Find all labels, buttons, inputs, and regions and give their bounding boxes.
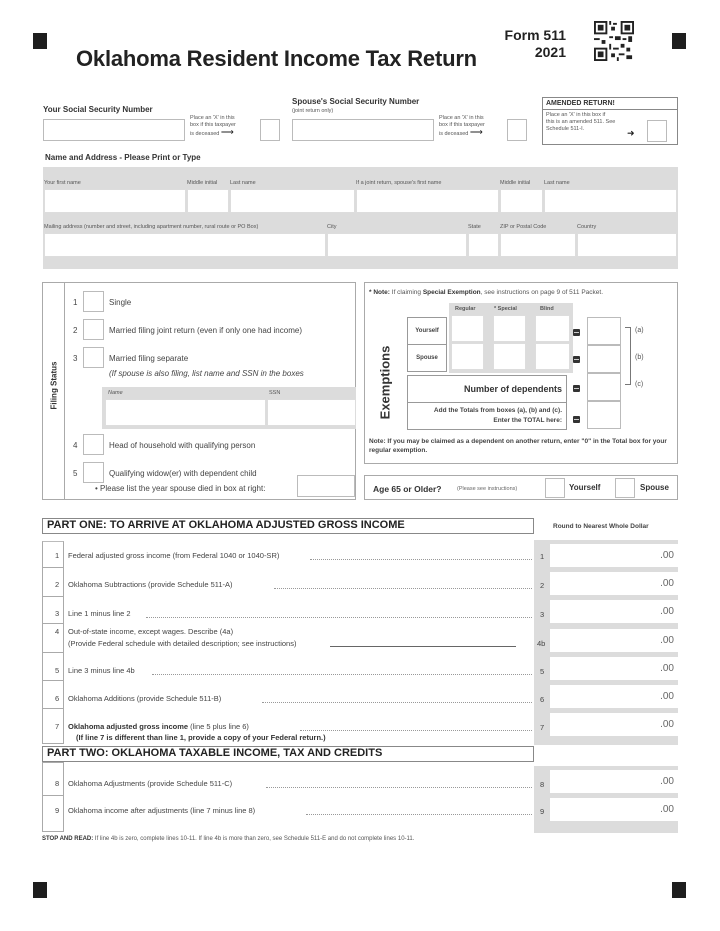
row-divider bbox=[42, 708, 64, 709]
arrow-right-icon: ⟶ bbox=[469, 127, 483, 137]
filing-status-label: Filing Status bbox=[49, 361, 59, 410]
total-b-input[interactable] bbox=[587, 345, 621, 373]
line-1-box-num: 1 bbox=[540, 552, 545, 561]
row-spouse: Spouse bbox=[407, 344, 447, 372]
amended-checkbox[interactable] bbox=[647, 120, 667, 142]
fs-label-mfs: Married filing separate bbox=[109, 354, 189, 363]
line-4b-box-num: 4b bbox=[537, 639, 546, 648]
mfs-spouse-ssn-input[interactable] bbox=[267, 399, 356, 426]
spouse-last-name-label: Last name bbox=[544, 180, 570, 186]
age65-spouse-checkbox[interactable] bbox=[615, 478, 635, 498]
fs-widow-note: • Please list the year spouse died in box at right: bbox=[95, 484, 266, 493]
year-spouse-died-input[interactable] bbox=[297, 475, 355, 497]
state-input[interactable] bbox=[468, 233, 499, 257]
row-divider bbox=[42, 680, 64, 681]
age65-sublabel: (Please see instructions) bbox=[457, 486, 518, 492]
part-one-num-column bbox=[42, 541, 64, 744]
spouse-first-name-label: If a joint return, spouse's first name bbox=[356, 180, 442, 186]
row-divider bbox=[42, 596, 64, 597]
mfs-spouse-panel bbox=[102, 387, 356, 429]
line-4a-description-input[interactable] bbox=[330, 646, 516, 647]
name-address-heading: Name and Address - Please Print or Type bbox=[45, 153, 201, 162]
leader-dots bbox=[274, 588, 532, 589]
equals-icon bbox=[573, 329, 580, 336]
equals-icon bbox=[573, 385, 580, 392]
yourself-special-input[interactable] bbox=[493, 315, 526, 342]
fs-num-2: 2 bbox=[73, 326, 78, 335]
age65-spouse-label: Spouse bbox=[640, 483, 669, 492]
line-6-num: 6 bbox=[55, 694, 60, 703]
line-7-box-num: 7 bbox=[540, 723, 545, 732]
fs-label-widow: Qualifying widow(er) with dependent child bbox=[109, 469, 257, 478]
arrow-right-icon: ⟶ bbox=[220, 127, 234, 137]
line-2-num: 2 bbox=[55, 580, 60, 589]
line-4-text2: (Provide Federal schedule with detailed description; see instructions) bbox=[68, 639, 297, 648]
line-1-text: Federal adjusted gross income (from Federal 1040 or 1040-SR) bbox=[68, 551, 280, 560]
fs-checkbox-single[interactable] bbox=[83, 291, 104, 312]
exemptions-label: Exemptions bbox=[377, 345, 393, 420]
line-3-text: Line 1 minus line 2 bbox=[68, 609, 131, 618]
line-3-amount-input[interactable]: .00 bbox=[550, 600, 678, 623]
bracket-c: (c) bbox=[635, 381, 644, 388]
mailing-address-label: Mailing address (number and street, including apartment number, rural route or PO Box) bbox=[44, 224, 259, 230]
total-c-input[interactable] bbox=[587, 373, 621, 401]
last-name-label: Last name bbox=[230, 180, 256, 186]
stop-and-read-note: STOP AND READ: If line 4b is zero, complete lines 10-11. If line 4b is more than zero, see Schedule 511-E and do not complete lines 10-11. bbox=[42, 836, 415, 842]
country-input[interactable] bbox=[577, 233, 677, 257]
line-5-box-num: 5 bbox=[540, 667, 545, 676]
equals-icon bbox=[573, 416, 580, 423]
city-label: City bbox=[327, 224, 337, 230]
line-7-amount-input[interactable]: .00 bbox=[550, 713, 678, 736]
bracket-line bbox=[625, 327, 631, 385]
line-2-box-num: 2 bbox=[540, 581, 545, 590]
bracket-b: (b) bbox=[635, 354, 644, 361]
age65-yourself-label: Yourself bbox=[569, 483, 601, 492]
line-8-num: 8 bbox=[55, 779, 60, 788]
line-4b-amount-input[interactable]: .00 bbox=[550, 629, 678, 652]
bracket-a: (a) bbox=[635, 327, 644, 334]
middle-initial-label: Middle initial bbox=[187, 180, 218, 186]
leader-dots bbox=[152, 674, 532, 675]
spouse-last-name-input[interactable] bbox=[544, 189, 677, 213]
registration-mark-bottom-left bbox=[33, 882, 47, 898]
line-8-amount-input[interactable]: .00 bbox=[550, 770, 678, 793]
line-6-box-num: 6 bbox=[540, 695, 545, 704]
form-number-block bbox=[492, 27, 566, 61]
leader-dots bbox=[262, 702, 532, 703]
spouse-ssn-input[interactable] bbox=[292, 119, 434, 141]
spouse-blind-input[interactable] bbox=[535, 343, 570, 370]
spouse-ssn-label: Spouse's Social Security Number bbox=[292, 97, 420, 106]
mailing-address-input[interactable] bbox=[44, 233, 326, 257]
yourself-regular-input[interactable] bbox=[451, 315, 484, 342]
fs-checkbox-widow[interactable] bbox=[83, 462, 104, 483]
fs-label-mfj: Married filing joint return (even if only one had income) bbox=[109, 326, 302, 335]
country-label: Country bbox=[577, 224, 597, 230]
form-number: Form 511 bbox=[504, 27, 566, 43]
mfs-name-label: Name bbox=[108, 390, 123, 396]
fs-checkbox-mfj[interactable] bbox=[83, 319, 104, 340]
line-8-text: Oklahoma Adjustments (provide Schedule 511-C) bbox=[68, 779, 233, 788]
total-a-input[interactable] bbox=[587, 317, 621, 345]
line-3-num: 3 bbox=[55, 609, 60, 618]
leader-dots bbox=[310, 559, 532, 560]
row-divider bbox=[42, 795, 64, 796]
line-5-amount-input[interactable]: .00 bbox=[550, 657, 678, 680]
form-year: 2021 bbox=[534, 44, 566, 60]
registration-mark-top-right bbox=[672, 33, 686, 49]
line-2-text: Oklahoma Subtractions (provide Schedule 511-A) bbox=[68, 580, 233, 589]
equals-icon bbox=[573, 356, 580, 363]
spouse-first-name-input[interactable] bbox=[356, 189, 499, 213]
total-exemptions-input[interactable] bbox=[587, 401, 621, 429]
dependent-note: Note: If you may be claimed as a dependent on another return, enter "0" in the Total box for your regular exemption. bbox=[369, 438, 667, 454]
line-4-num: 4 bbox=[55, 627, 60, 636]
state-label: State bbox=[468, 224, 481, 230]
fs-mfs-note: (If spouse is also filing, list name and SSN in the boxes bbox=[109, 369, 304, 378]
line-9-num: 9 bbox=[55, 806, 60, 815]
fs-num-1: 1 bbox=[73, 298, 78, 307]
your-deceased-note: Place an 'X' in this box if this taxpayer is deceased ⟶ bbox=[190, 115, 236, 137]
line-7-num: 7 bbox=[55, 722, 60, 731]
first-name-label: Your first name bbox=[44, 180, 81, 186]
fs-num-4: 4 bbox=[73, 441, 78, 450]
registration-mark-top-left bbox=[33, 33, 47, 49]
spouse-middle-initial-label: Middle initial bbox=[500, 180, 531, 186]
dependents-label: Number of dependents bbox=[407, 375, 567, 403]
line-7-text: Oklahoma adjusted gross income (line 5 plus line 6) bbox=[68, 722, 249, 731]
yourself-blind-input[interactable] bbox=[535, 315, 570, 342]
line-7-note: (If line 7 is different than line 1, provide a copy of your Federal return.) bbox=[76, 733, 326, 742]
row-divider bbox=[42, 567, 64, 568]
line-2-amount-input[interactable]: .00 bbox=[550, 572, 678, 595]
spouse-regular-input[interactable] bbox=[451, 343, 484, 370]
city-input[interactable] bbox=[327, 233, 467, 257]
exemptions-note: * Note: If claiming Special Exemption, see instructions on page 9 of 511 Packet. bbox=[369, 289, 604, 296]
mfs-ssn-label: SSN bbox=[269, 390, 281, 396]
line-1-amount-input[interactable]: .00 bbox=[550, 544, 678, 567]
spouse-deceased-checkbox[interactable] bbox=[507, 119, 527, 141]
col-regular: Regular bbox=[455, 306, 476, 312]
amended-note: Place an 'X' in this box if this is an amended 511. See Schedule 511-I. bbox=[546, 112, 616, 132]
filing-status-side bbox=[43, 283, 65, 499]
mfs-spouse-name-input[interactable] bbox=[105, 399, 266, 426]
your-ssn-input[interactable] bbox=[43, 119, 185, 141]
leader-dots bbox=[146, 617, 532, 618]
line-9-text: Oklahoma income after adjustments (line 7 minus line 8) bbox=[68, 806, 256, 815]
amended-return-box bbox=[542, 97, 678, 145]
first-name-input[interactable] bbox=[44, 189, 186, 213]
line-3-box-num: 3 bbox=[540, 610, 545, 619]
line-8-box-num: 8 bbox=[540, 780, 545, 789]
spouse-special-input[interactable] bbox=[493, 343, 526, 370]
fs-checkbox-hoh[interactable] bbox=[83, 434, 104, 455]
qr-code-icon bbox=[594, 20, 634, 62]
page-title: Oklahoma Resident Income Tax Return bbox=[76, 46, 477, 71]
exemptions-grid bbox=[449, 303, 573, 373]
spouse-middle-initial-input[interactable] bbox=[500, 189, 543, 213]
part-two-num-column bbox=[42, 762, 64, 832]
total-label: Add the Totals from boxes (a), (b) and (c). Enter the TOTAL here: bbox=[407, 402, 567, 430]
middle-initial-input[interactable] bbox=[187, 189, 229, 213]
line-4-text: Out-of-state income, except wages. Describe (4a) bbox=[68, 627, 234, 636]
zip-label: ZIP or Postal Code bbox=[500, 224, 547, 230]
fs-num-3: 3 bbox=[73, 354, 78, 363]
your-deceased-checkbox[interactable] bbox=[260, 119, 280, 141]
part-two-heading: PART TWO: OKLAHOMA TAXABLE INCOME, TAX AND CREDITS bbox=[42, 746, 534, 762]
zip-input[interactable] bbox=[500, 233, 576, 257]
line-9-amount-input[interactable]: .00 bbox=[550, 798, 678, 821]
row-divider bbox=[42, 652, 64, 653]
fs-num-5: 5 bbox=[73, 469, 78, 478]
leader-dots bbox=[306, 814, 532, 815]
age65-section bbox=[364, 475, 678, 500]
line-6-text: Oklahoma Additions (provide Schedule 511-B) bbox=[68, 694, 222, 703]
registration-mark-bottom-right bbox=[672, 882, 686, 898]
col-blind: Blind bbox=[540, 306, 554, 312]
col-special: * Special bbox=[494, 306, 517, 312]
spouse-ssn-sublabel: (joint return only) bbox=[292, 108, 334, 114]
leader-dots bbox=[266, 787, 532, 788]
age65-label: Age 65 or Older? bbox=[373, 484, 442, 494]
line-9-box-num: 9 bbox=[540, 807, 545, 816]
row-yourself: Yourself bbox=[407, 317, 447, 345]
exemptions-section bbox=[364, 282, 678, 464]
line-5-num: 5 bbox=[55, 666, 60, 675]
age65-yourself-checkbox[interactable] bbox=[545, 478, 565, 498]
last-name-input[interactable] bbox=[230, 189, 355, 213]
fs-label-single: Single bbox=[109, 298, 132, 307]
arrow-right-icon: ➜ bbox=[627, 128, 635, 138]
fs-checkbox-mfs[interactable] bbox=[83, 347, 104, 368]
part-one-heading: PART ONE: TO ARRIVE AT OKLAHOMA ADJUSTED GROSS INCOME bbox=[42, 518, 534, 534]
round-label: Round to Nearest Whole Dollar bbox=[553, 523, 649, 530]
leader-dots bbox=[300, 730, 532, 731]
line-5-text: Line 3 minus line 4b bbox=[68, 666, 135, 675]
amended-title: AMENDED RETURN! bbox=[543, 98, 677, 110]
spouse-deceased-note: Place an 'X' in this box if this taxpayer is deceased ⟶ bbox=[439, 115, 485, 137]
line-6-amount-input[interactable]: .00 bbox=[550, 685, 678, 708]
your-ssn-label: Your Social Security Number bbox=[43, 105, 153, 114]
filing-status-section bbox=[42, 282, 356, 500]
fs-label-hoh: Head of household with qualifying person bbox=[109, 441, 256, 450]
name-address-panel bbox=[43, 167, 678, 269]
line-1-num: 1 bbox=[55, 551, 60, 560]
row-divider bbox=[42, 623, 64, 624]
